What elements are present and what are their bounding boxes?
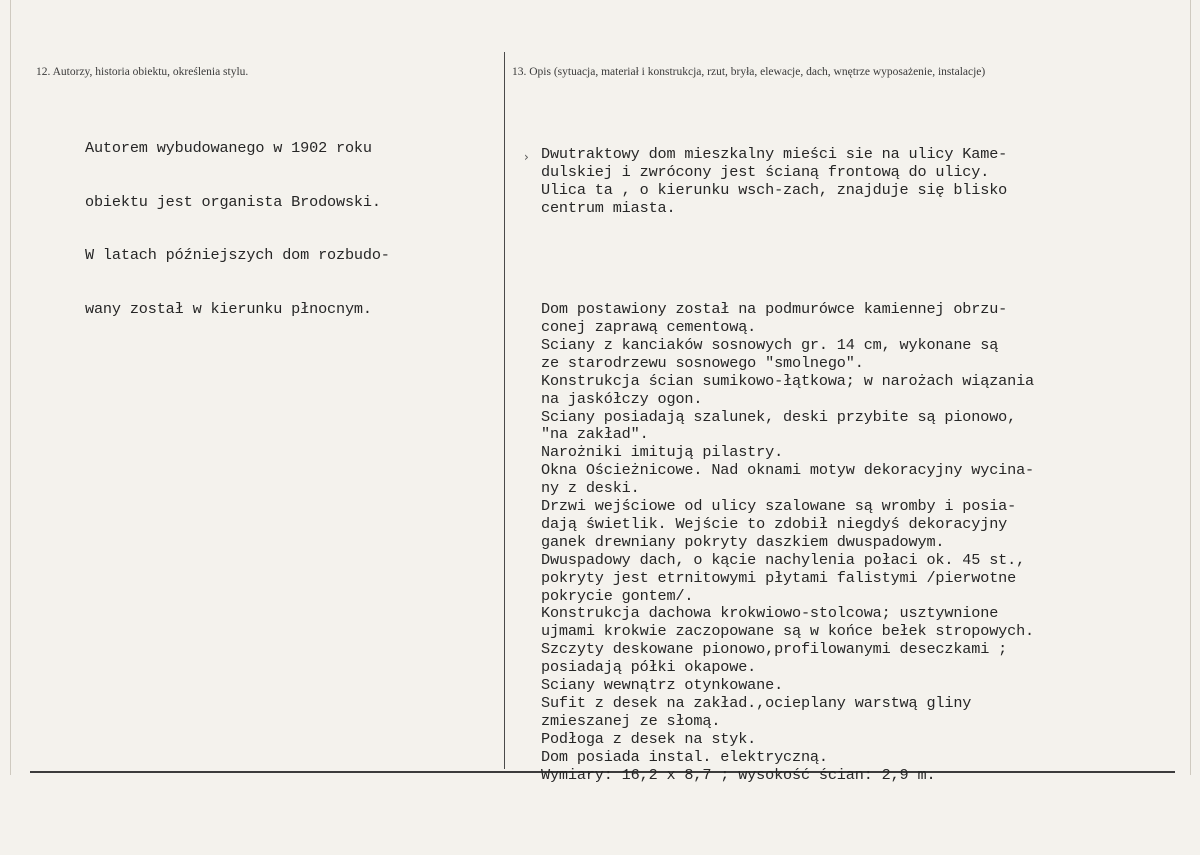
text-line: W latach późniejszych dom rozbudo- bbox=[85, 246, 390, 265]
text-line: Szczyty deskowane pionowo,profilowanymi deseczkami ; bbox=[541, 640, 1008, 659]
text-line: Sufit z desek na zakład.,ocieplany warstwą gliny bbox=[541, 694, 972, 712]
text-line: ny z deski. bbox=[541, 479, 640, 498]
text-line: Dom postawiony został na podmurówce kamiennej obrzu- bbox=[541, 300, 1008, 319]
text-line: Sciany posiadają szalunek, deski przybite są pionowo, bbox=[541, 407, 1017, 426]
text-line: conej zaprawą cementową. bbox=[541, 317, 757, 336]
text-line: obiektu jest organista Brodowski. bbox=[85, 192, 381, 211]
text-line: centrum miasta. bbox=[541, 198, 676, 217]
text-line: Autorem wybudowanego w 1902 roku bbox=[85, 138, 372, 157]
text-line: Wymiary: 16,2 x 8,7 ; wysokość ścian: 2,9 m. bbox=[541, 765, 936, 784]
paragraph-gap bbox=[541, 253, 1034, 265]
text-line: pokrycie gontem/. bbox=[541, 586, 694, 605]
margin-mark: › bbox=[524, 150, 529, 164]
column-divider bbox=[504, 52, 505, 769]
description-text bbox=[541, 110, 1034, 820]
text-line: Ulica ta , o kierunku wsch-zach, znajduje się blisko bbox=[541, 180, 1008, 199]
text-line: Dwuspadowy dach, o kącie nachylenia połaci ok. 45 st., bbox=[541, 550, 1026, 569]
text-line: Sciany wewnątrz otynkowane. bbox=[541, 676, 784, 695]
text-line: Narożniki imitują pilastry. bbox=[541, 443, 784, 462]
card-right-edge bbox=[1190, 0, 1191, 775]
text-line: ujmami krokwie zaczopowane są w końce bełek stropowych. bbox=[541, 622, 1035, 641]
description-paragraph-2 bbox=[541, 301, 1034, 784]
text-line: Podłoga z desek na styk. bbox=[541, 729, 757, 748]
text-line: wany został w kierunku płnocnym. bbox=[85, 299, 372, 318]
text-line: "na zakład". bbox=[541, 425, 649, 444]
text-line: dulskiej i zwrócony jest ścianą frontową do ulicy. bbox=[541, 162, 990, 181]
text-line: posiadają półki okapowe. bbox=[541, 658, 757, 677]
text-line: Konstrukcja dachowa krokwiowo-stolcowa; usztywnione bbox=[541, 604, 999, 623]
text-line: na jaskółczy ogon. bbox=[541, 389, 703, 408]
text-line: zmieszanej ze słomą. bbox=[541, 711, 721, 730]
text-line: Konstrukcja ścian sumikowo-łątkowa; w narożach wiązania bbox=[541, 371, 1035, 390]
text-line: dają świetlik. Wejście to zdobił niegdyś dekoracyjny bbox=[541, 514, 1008, 533]
text-line: Okna Ościeżnicowe. Nad oknami motyw dekoracyjny wycina- bbox=[541, 461, 1035, 480]
authors-history-text bbox=[85, 104, 390, 355]
text-line: pokryty jest etrnitowymi płytami falistymi /pierwotne bbox=[541, 568, 1017, 587]
description-paragraph-1 bbox=[541, 146, 1034, 218]
section-13-heading: 13. Opis (sytuacja, materiał i konstrukcja, rzut, bryła, elewacje, dach, wnętrze wyposażenie, instalacje) bbox=[512, 66, 986, 78]
section-12-heading: 12. Autorzy, historia obiektu, określenia stylu. bbox=[36, 66, 249, 78]
text-line: Sciany z kanciaków sosnowych gr. 14 cm, wykonane są bbox=[541, 335, 999, 354]
card-left-edge bbox=[10, 0, 11, 775]
text-line: Dwutraktowy dom mieszkalny mieści sie na ulicy Kame- bbox=[541, 144, 1008, 163]
text-line: Dom posiada instal. elektryczną. bbox=[541, 747, 828, 766]
text-line: ganek drewniany pokryty daszkiem dwuspadowym. bbox=[541, 532, 945, 551]
text-line: ze starodrzewu sosnowego "smolnego". bbox=[541, 353, 864, 372]
text-line: Drzwi wejściowe od ulicy szalowane są wromby i posia- bbox=[541, 497, 1017, 516]
